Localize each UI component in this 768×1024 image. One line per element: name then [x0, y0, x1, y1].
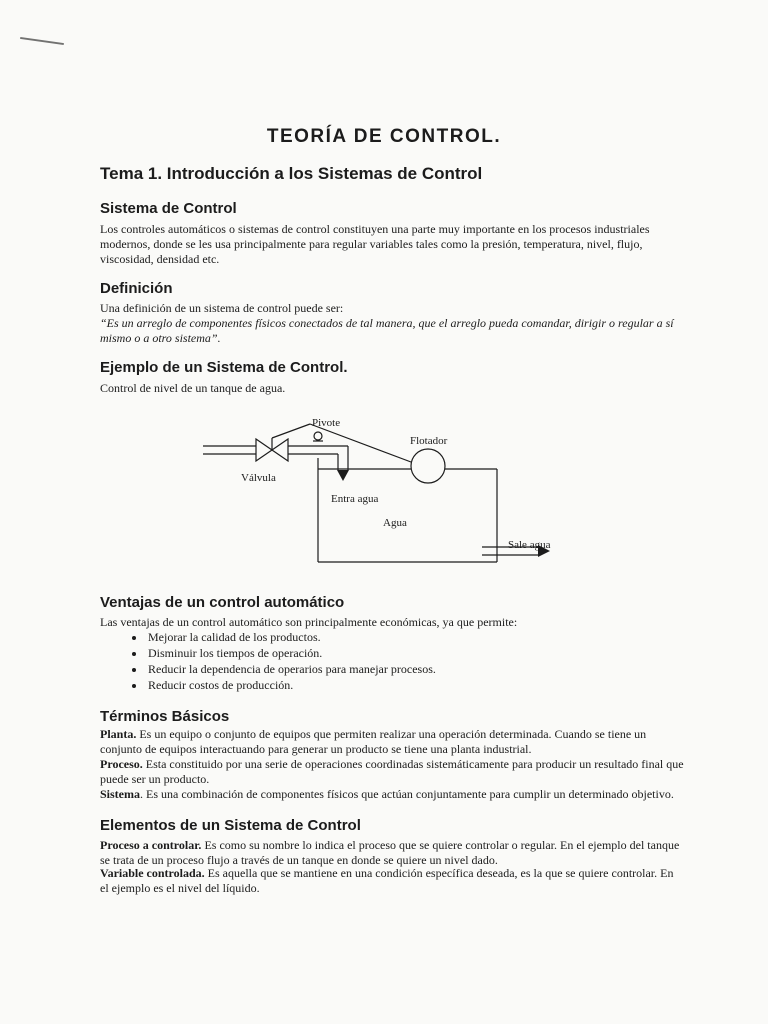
list-item: • Disminuir los tiempos de operación.: [146, 645, 436, 661]
pivot-icon: [314, 432, 322, 440]
tema-heading: Tema 1. Introducción a los Sistemas de Control: [100, 164, 483, 183]
elementos-heading: Elementos de un Sistema de Control: [100, 817, 361, 834]
definicion-quote: “Es un arreglo de componentes físicos conectados de tal manera, que el arreglo pueda comandar, dirigir o regular a sí mismo o a otro sistema”.: [100, 316, 674, 345]
label-agua: Agua: [383, 517, 407, 529]
list-item: • Reducir costos de producción.: [146, 677, 436, 693]
lever-arm-right: [310, 424, 411, 462]
variable-controlada-term: Variable controlada.: [100, 866, 205, 880]
planta-text: Es un equipo o conjunto de equipos que permiten realizar una operación determinada. Cuando se tiene un conjunto de equipos interactuando para generar un producto se tiene una planta industrial.: [100, 727, 647, 756]
planta-def: [100, 727, 685, 757]
planta-term: Planta.: [100, 727, 137, 741]
label-entra-agua: Entra agua: [331, 493, 379, 505]
terminos-heading: Términos Básicos: [100, 708, 230, 725]
ejemplo-heading: Ejemplo de un Sistema de Control.: [100, 359, 348, 376]
inflow-arrow-icon: [337, 470, 349, 481]
valve-right-icon: [272, 439, 288, 461]
variable-controlada-text: Es aquella que se mantiene en una condición específica deseada, es la que se quiere controlar. En el ejemplo es el nivel del líquido.: [100, 866, 674, 895]
definicion-intro: Una definición de un sistema de control puede ser:: [100, 301, 344, 315]
proceso-term: Proceso.: [100, 757, 143, 771]
float-icon: [411, 449, 445, 483]
definicion-heading: Definición: [100, 280, 173, 297]
sistema-def-text: . Es una combinación de componentes físicos que actúan conjuntamente para cumplir un determinado objetivo.: [140, 787, 674, 801]
valve-left-icon: [256, 439, 272, 461]
proceso-controlar-term: Proceso a controlar.: [100, 838, 202, 852]
proceso-def: [100, 757, 685, 787]
proceso-controlar-def: [100, 838, 685, 868]
label-flotador: Flotador: [410, 435, 448, 447]
ejemplo-text: Control de nivel de un tanque de agua.: [100, 381, 286, 395]
ventajas-list: [122, 629, 436, 693]
ventajas-intro: Las ventajas de un control automático son principalmente económicas, ya que permite:: [100, 615, 518, 629]
lever-arm-left: [272, 424, 310, 438]
ventajas-heading: Ventajas de un control automático: [100, 594, 345, 611]
sistema-term: Sistema: [100, 787, 140, 801]
label-pivote: Pivote: [312, 417, 341, 429]
sistema-def: [100, 787, 685, 802]
label-sale-agua: Sale agua: [508, 539, 551, 551]
list-item: • Reducir la dependencia de operarios para manejar procesos.: [146, 661, 436, 677]
proceso-text: Esta constituido por una serie de operaciones coordinadas sistemáticamente para producir un resultado final que puede ser un producto.: [100, 757, 684, 786]
proceso-controlar-text: Es como su nombre lo indica el proceso que se quiere controlar o regular. En el ejemplo del tanque se trata de un proceso flujo a través de un tanque en donde se quiere un nivel dado.: [100, 838, 680, 867]
label-valvula: Válvula: [241, 472, 276, 484]
page-title: TEORÍA DE CONTROL.: [266, 126, 502, 147]
sistema-heading: Sistema de Control: [100, 200, 237, 217]
sistema-text: Los controles automáticos o sistemas de control constituyen una parte muy importante en los procesos industriales modernos, donde se les usa principalmente para regular variables tales como la presión, temperatura, nivel, flujo, viscosidad, densidad etc.: [100, 222, 650, 266]
variable-controlada-def: [100, 866, 685, 896]
list-item: • Mejorar la calidad de los productos.: [146, 629, 436, 645]
